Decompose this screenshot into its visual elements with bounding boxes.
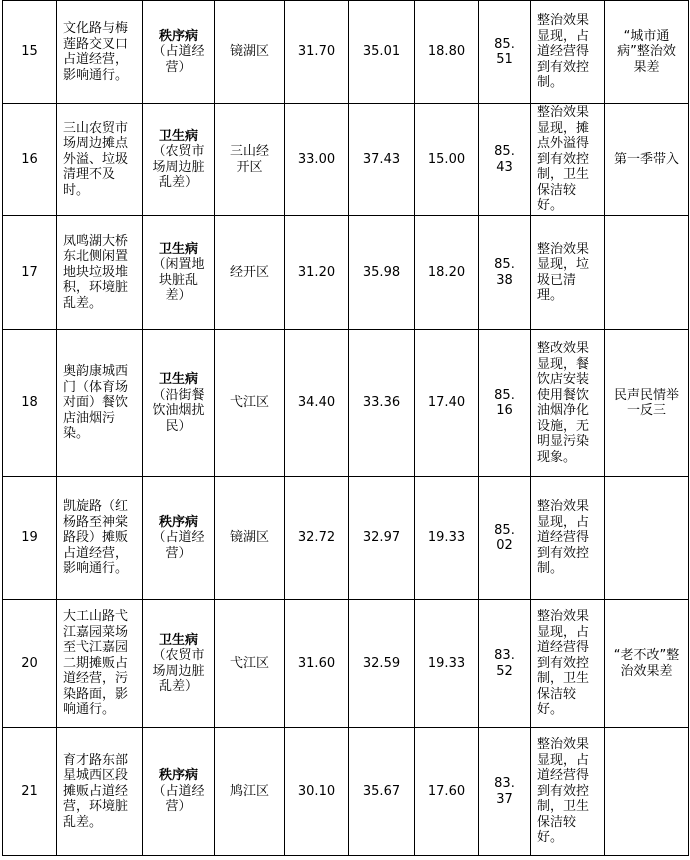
problem-category [143, 1, 215, 104]
score-1: 31.20 [285, 216, 349, 330]
table-body [3, 1, 689, 856]
district: 弋江区 [215, 600, 285, 728]
subcategory-label: （沿街餐饮油烟扰民） [152, 387, 205, 434]
score-1: 34.40 [285, 330, 349, 477]
row-number: 17 [3, 216, 57, 330]
total-score: 83.37 [479, 728, 531, 856]
row-number: 19 [3, 477, 57, 600]
table-row [3, 330, 689, 477]
rectification-effect: 整治效果显现，占道经营得到有效控制。 [531, 477, 605, 600]
row-number: 15 [3, 1, 57, 104]
rectification-effect: 整治效果显现，占道经营得到有效控制。 [531, 1, 605, 104]
rectification-effect: 整治效果显现，占道经营得到有效控制，卫生保洁较好。 [531, 600, 605, 728]
table-row [3, 477, 689, 600]
total-score: 85.38 [479, 216, 531, 330]
category-label: 秩序病 [158, 28, 198, 44]
row-number: 20 [3, 600, 57, 728]
district: 镜湖区 [215, 477, 285, 600]
score-1: 31.70 [285, 1, 349, 104]
row-number: 18 [3, 330, 57, 477]
category-label: 秩序病 [158, 514, 198, 530]
score-3: 17.40 [415, 330, 479, 477]
score-3: 19.33 [415, 477, 479, 600]
problem-category [143, 728, 215, 856]
score-3: 18.20 [415, 216, 479, 330]
problem-category [143, 600, 215, 728]
remark: “老不改”整治效果差 [605, 600, 689, 728]
remark [605, 216, 689, 330]
problem-location: 凯旋路（红杨路至神棠路段）摊贩占道经营，影响通行。 [57, 477, 143, 600]
remark: 民声民情举一反三 [605, 330, 689, 477]
score-1: 33.00 [285, 104, 349, 216]
table-row [3, 216, 689, 330]
category-label: 卫生病 [158, 128, 198, 144]
rectification-effect: 整治效果显现，摊点外溢得到有效控制，卫生保洁较好。 [531, 104, 605, 216]
problem-category [143, 216, 215, 330]
problem-location: 凤鸣湖大桥东北侧闲置地块垃圾堆积，环境脏乱差。 [57, 216, 143, 330]
table-row [3, 104, 689, 216]
category-label: 卫生病 [158, 241, 198, 257]
score-2: 33.36 [349, 330, 415, 477]
score-2: 35.67 [349, 728, 415, 856]
category-label: 卫生病 [158, 632, 198, 648]
score-3: 17.60 [415, 728, 479, 856]
subcategory-label: （农贸市场周边脏乱差） [152, 144, 205, 190]
problem-location: 三山农贸市场周边摊点外溢、垃圾清理不及时。 [57, 104, 143, 216]
problem-category [143, 104, 215, 216]
district: 三山经开区 [215, 104, 285, 216]
score-1: 31.60 [285, 600, 349, 728]
total-score: 85.02 [479, 477, 531, 600]
rectification-effect: 整治效果显现，占道经营得到有效控制，卫生保洁较好。 [531, 728, 605, 856]
total-score: 85.16 [479, 330, 531, 477]
remark: “城市通病”整治效果差 [605, 1, 689, 104]
district: 镜湖区 [215, 1, 285, 104]
score-2: 32.97 [349, 477, 415, 600]
score-3: 18.80 [415, 1, 479, 104]
subcategory-label: （占道经营） [152, 783, 205, 815]
remark: 第一季带入 [605, 104, 689, 216]
total-score: 85.51 [479, 1, 531, 104]
district: 经开区 [215, 216, 285, 330]
district: 鸠江区 [215, 728, 285, 856]
score-3: 19.33 [415, 600, 479, 728]
table-row [3, 728, 689, 856]
category-label: 秩序病 [158, 768, 198, 784]
table-row [3, 1, 689, 104]
rectification-effect: 整治效果显现，垃圾已清理。 [531, 216, 605, 330]
subcategory-label: （农贸市场周边脏乱差） [152, 648, 205, 694]
problem-location: 大工山路弋江嘉园菜场至弋江嘉园二期摊贩占道经营，污染路面，影响通行。 [57, 600, 143, 728]
problem-location: 奥韵康城西门（体育场对面）餐饮店油烟污染。 [57, 330, 143, 477]
score-1: 32.72 [285, 477, 349, 600]
subcategory-label: （占道经营） [152, 530, 205, 561]
category-label: 卫生病 [158, 372, 198, 387]
rectification-effect: 整改效果显现，餐饮店安装使用餐饮油烟净化设施，无明显污染现象。 [531, 330, 605, 477]
score-2: 35.01 [349, 1, 415, 104]
score-2: 35.98 [349, 216, 415, 330]
rectification-table [2, 0, 689, 856]
table-row [3, 600, 689, 728]
problem-location: 育才路东部星城西区段摊贩占道经营，环境脏乱差。 [57, 728, 143, 856]
remark [605, 728, 689, 856]
score-1: 30.10 [285, 728, 349, 856]
problem-category [143, 330, 215, 477]
remark [605, 477, 689, 600]
score-2: 32.59 [349, 600, 415, 728]
district: 弋江区 [215, 330, 285, 477]
row-number: 21 [3, 728, 57, 856]
total-score: 83.52 [479, 600, 531, 728]
total-score: 85.43 [479, 104, 531, 216]
score-2: 37.43 [349, 104, 415, 216]
score-3: 15.00 [415, 104, 479, 216]
problem-location: 文化路与梅莲路交叉口占道经营，影响通行。 [57, 1, 143, 104]
problem-category [143, 477, 215, 600]
subcategory-label: （闲置地块脏乱差） [152, 257, 205, 303]
row-number: 16 [3, 104, 57, 216]
subcategory-label: （占道经营） [152, 44, 205, 75]
